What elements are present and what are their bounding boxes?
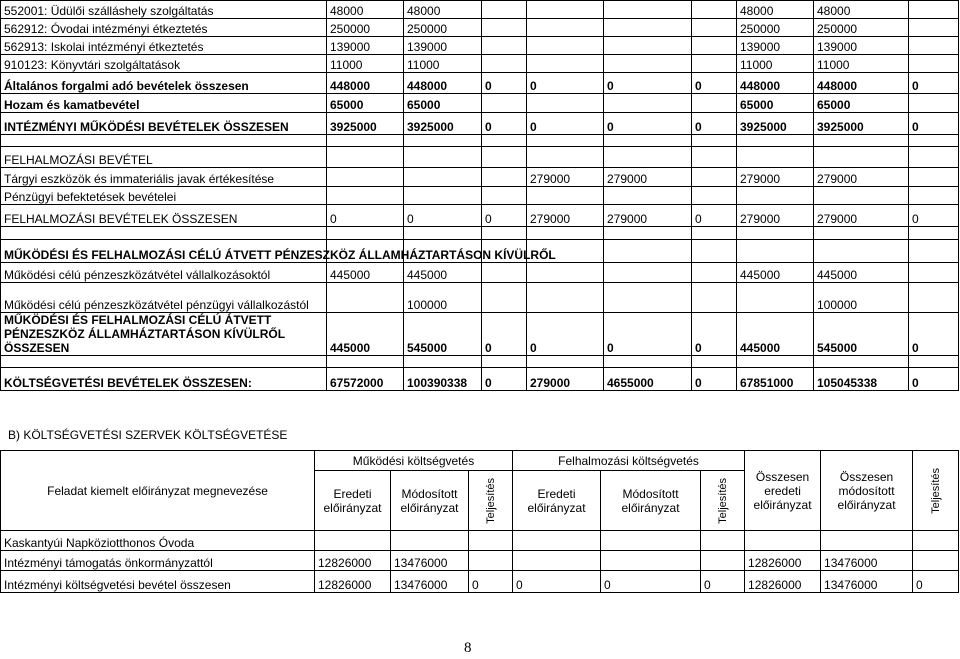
cell-value: 250000 xyxy=(814,19,909,37)
header-felhalmozasi: Felhalmozási költségvetés xyxy=(513,451,745,471)
table-row xyxy=(1,368,959,391)
row-label: Kaskantyúi Napköziotthonos Óvoda xyxy=(1,531,315,551)
cell-value xyxy=(404,356,482,368)
table-row xyxy=(1,73,959,94)
cell-value: 0 xyxy=(527,113,604,135)
cell-value xyxy=(604,147,692,168)
cell-value xyxy=(909,94,959,113)
cell-value: 0 xyxy=(482,205,527,227)
cell-value: 13476000 xyxy=(391,571,469,593)
cell-value: 67851000 xyxy=(737,368,814,391)
table-row xyxy=(1,240,959,263)
cell-value: 100390338 xyxy=(404,368,482,391)
row-label: Intézményi költségvetési bevétel összesen xyxy=(1,571,315,593)
cell-value xyxy=(601,551,701,571)
cell-value xyxy=(692,135,737,147)
cell-value xyxy=(527,147,604,168)
cell-value: 100000 xyxy=(814,283,909,313)
cell-value xyxy=(482,187,527,205)
cell-value xyxy=(909,1,959,19)
cell-value xyxy=(604,37,692,55)
cell-value: 448000 xyxy=(327,73,404,94)
cell-value: 448000 xyxy=(404,73,482,94)
cell-value: 3925000 xyxy=(814,113,909,135)
cell-value: 445000 xyxy=(737,263,814,283)
header-eredeti-1: Eredeti előirányzat xyxy=(315,471,391,531)
cell-value: 545000 xyxy=(404,313,482,356)
row-label: Általános forgalmi adó bevételek összesen xyxy=(1,73,327,94)
cell-value: 0 xyxy=(604,113,692,135)
table-row xyxy=(1,135,959,147)
cell-value: 0 xyxy=(482,313,527,356)
cell-value xyxy=(527,1,604,19)
cell-value xyxy=(513,551,601,571)
cell-value xyxy=(692,187,737,205)
cell-value xyxy=(604,135,692,147)
cell-value xyxy=(469,551,513,571)
cell-value: 4655000 xyxy=(604,368,692,391)
row-label: Működési célú pénzeszközátvétel pénzügyi vállalkozástól xyxy=(1,283,327,313)
cell-value: 3925000 xyxy=(327,113,404,135)
table-row xyxy=(1,205,959,227)
cell-value xyxy=(527,227,604,240)
cell-value: 100000 xyxy=(404,283,482,313)
row-label: Pénzügyi befektetések bevételei xyxy=(1,187,327,205)
cell-value xyxy=(913,531,959,551)
cell-value xyxy=(527,187,604,205)
table-row xyxy=(1,283,959,313)
cell-value: 0 xyxy=(692,368,737,391)
cell-value: 250000 xyxy=(737,19,814,37)
cell-value xyxy=(327,187,404,205)
cell-value: 0 xyxy=(527,73,604,94)
cell-value xyxy=(909,37,959,55)
section-b-title: B) KÖLTSÉGVETÉSI SZERVEK KÖLTSÉGVETÉSE xyxy=(8,428,288,442)
cell-value: 11000 xyxy=(737,55,814,73)
header-teljesites-2: Teljesítés xyxy=(701,471,745,531)
cell-value xyxy=(327,283,404,313)
cell-value xyxy=(604,94,692,113)
cell-value xyxy=(527,19,604,37)
cell-value xyxy=(913,551,959,571)
cell-value: 0 xyxy=(909,113,959,135)
cell-value: 48000 xyxy=(404,1,482,19)
header-teljesites-3: Teljesítés xyxy=(913,451,959,531)
cell-value xyxy=(909,283,959,313)
row-label: FELHALMOZÁSI BEVÉTELEK ÖSSZESEN xyxy=(1,205,327,227)
cell-value xyxy=(404,227,482,240)
cell-value xyxy=(692,283,737,313)
cell-value xyxy=(701,551,745,571)
budget-table xyxy=(0,450,959,593)
cell-value xyxy=(604,55,692,73)
cell-value xyxy=(814,187,909,205)
cell-value: 105045338 xyxy=(814,368,909,391)
cell-value xyxy=(692,227,737,240)
cell-value: 279000 xyxy=(604,168,692,187)
cell-value xyxy=(404,168,482,187)
cell-value xyxy=(604,19,692,37)
cell-value: 0 xyxy=(909,368,959,391)
cell-value: 139000 xyxy=(737,37,814,55)
row-label: Tárgyi eszközök és immateriális javak értékesítése xyxy=(1,168,327,187)
cell-value xyxy=(692,1,737,19)
cell-value xyxy=(327,356,404,368)
row-label xyxy=(1,135,327,147)
cell-value: 11000 xyxy=(404,55,482,73)
table-row xyxy=(1,227,959,240)
cell-value: 0 xyxy=(913,571,959,593)
cell-value xyxy=(527,283,604,313)
table-row xyxy=(1,113,959,135)
table-row xyxy=(1,1,959,19)
cell-value xyxy=(482,55,527,73)
cell-value xyxy=(814,135,909,147)
cell-value xyxy=(814,227,909,240)
cell-value xyxy=(737,356,814,368)
cell-value: 12826000 xyxy=(315,571,391,593)
cell-value: 0 xyxy=(604,313,692,356)
cell-value: 139000 xyxy=(404,37,482,55)
cell-value: 13476000 xyxy=(821,571,913,593)
row-label xyxy=(1,356,327,368)
row-label: 562913: Iskolai intézményi étkeztetés xyxy=(1,37,327,55)
cell-value xyxy=(737,135,814,147)
cell-value xyxy=(482,135,527,147)
cell-value: 0 xyxy=(327,205,404,227)
header-feladat: Feladat kiemelt előirányzat megnevezése xyxy=(1,451,315,531)
cell-value xyxy=(737,283,814,313)
row-label: FELHALMOZÁSI BEVÉTEL xyxy=(1,147,327,168)
cell-value xyxy=(527,263,604,283)
cell-value: 445000 xyxy=(814,263,909,283)
cell-value xyxy=(482,1,527,19)
table-row xyxy=(1,531,959,551)
row-label: 552001: Üdülői szálláshely szolgáltatás xyxy=(1,1,327,19)
cell-value xyxy=(404,147,482,168)
header-eredeti-2: Eredeti előirányzat xyxy=(513,471,601,531)
row-label: MŰKÖDÉSI ÉS FELHALMOZÁSI CÉLÚ ÁTVETT PÉNZESZKÖZ ÁLLAMHÁZTARTÁSON KÍVÜLRŐL xyxy=(1,240,327,263)
cell-value: 11000 xyxy=(814,55,909,73)
cell-value: 0 xyxy=(527,313,604,356)
page-number: 8 xyxy=(464,640,472,656)
cell-value: 0 xyxy=(701,571,745,593)
cell-value: 0 xyxy=(692,113,737,135)
cell-value xyxy=(482,147,527,168)
cell-value xyxy=(527,94,604,113)
cell-value: 0 xyxy=(692,313,737,356)
cell-value xyxy=(814,240,909,263)
cell-value: 65000 xyxy=(327,94,404,113)
cell-value: 48000 xyxy=(737,1,814,19)
cell-value xyxy=(604,240,692,263)
cell-value: 445000 xyxy=(327,263,404,283)
table-row xyxy=(1,94,959,113)
cell-value: 48000 xyxy=(327,1,404,19)
cell-value xyxy=(737,147,814,168)
cell-value xyxy=(737,240,814,263)
cell-value xyxy=(692,94,737,113)
cell-value: 279000 xyxy=(527,368,604,391)
cell-value: 65000 xyxy=(404,94,482,113)
cell-value xyxy=(391,531,469,551)
cell-value: 48000 xyxy=(814,1,909,19)
cell-value: 445000 xyxy=(737,313,814,356)
cell-value xyxy=(909,263,959,283)
cell-value: 279000 xyxy=(737,205,814,227)
table-row xyxy=(1,263,959,283)
row-label: 910123: Könyvtári szolgáltatások xyxy=(1,55,327,73)
cell-value xyxy=(604,263,692,283)
cell-value: 250000 xyxy=(404,19,482,37)
cell-value: 0 xyxy=(909,73,959,94)
cell-value xyxy=(692,55,737,73)
cell-value xyxy=(604,1,692,19)
cell-value xyxy=(745,531,821,551)
cell-value: 448000 xyxy=(737,73,814,94)
cell-value: 12826000 xyxy=(745,571,821,593)
header-mukodesi: Működési költségvetés xyxy=(315,451,513,471)
table-row xyxy=(1,19,959,37)
cell-value xyxy=(604,227,692,240)
cell-value xyxy=(404,187,482,205)
cell-value xyxy=(527,356,604,368)
cell-value xyxy=(909,187,959,205)
cell-value: 279000 xyxy=(527,168,604,187)
cell-value xyxy=(692,37,737,55)
cell-value: 545000 xyxy=(814,313,909,356)
cell-value xyxy=(909,240,959,263)
table-row xyxy=(1,551,959,571)
cell-value: 448000 xyxy=(814,73,909,94)
cell-value xyxy=(527,37,604,55)
cell-value xyxy=(315,531,391,551)
table-row xyxy=(1,187,959,205)
header-osszesen-modositott: Összesen módosított előirányzat xyxy=(821,451,913,531)
cell-value xyxy=(701,531,745,551)
row-label: INTÉZMÉNYI MŰKÖDÉSI BEVÉTELEK ÖSSZESEN xyxy=(1,113,327,135)
cell-value: 13476000 xyxy=(821,551,913,571)
cell-value: 139000 xyxy=(814,37,909,55)
cell-value: 0 xyxy=(482,73,527,94)
cell-value xyxy=(482,19,527,37)
cell-value xyxy=(482,94,527,113)
cell-value: 65000 xyxy=(814,94,909,113)
cell-value xyxy=(604,356,692,368)
cell-value: 0 xyxy=(692,73,737,94)
cell-value: 279000 xyxy=(604,205,692,227)
cell-value xyxy=(909,227,959,240)
header-modositott-1: Módosított előirányzat xyxy=(391,471,469,531)
cell-value xyxy=(737,227,814,240)
cell-value: 445000 xyxy=(404,263,482,283)
header-osszesen-eredeti: Összesen eredeti előirányzat xyxy=(745,451,821,531)
cell-value xyxy=(821,531,913,551)
header-teljesites-1: Teljesítés xyxy=(469,471,513,531)
cell-value xyxy=(327,227,404,240)
row-label: Intézményi támogatás önkormányzattól xyxy=(1,551,315,571)
cell-value xyxy=(909,356,959,368)
cell-value: 0 xyxy=(482,368,527,391)
table-row xyxy=(1,356,959,368)
cell-value xyxy=(692,240,737,263)
cell-value xyxy=(692,356,737,368)
cell-value xyxy=(909,55,959,73)
cell-value xyxy=(482,37,527,55)
cell-value: 279000 xyxy=(527,205,604,227)
cell-value: 0 xyxy=(482,113,527,135)
table-row xyxy=(1,147,959,168)
cell-value: 279000 xyxy=(737,168,814,187)
cell-value: 11000 xyxy=(327,55,404,73)
row-label: Működési célú pénzeszközátvétel vállalkozásoktól xyxy=(1,263,327,283)
cell-value xyxy=(814,147,909,168)
cell-value xyxy=(604,283,692,313)
cell-value: 250000 xyxy=(327,19,404,37)
cell-value xyxy=(814,356,909,368)
cell-value xyxy=(482,263,527,283)
cell-value xyxy=(482,283,527,313)
cell-value xyxy=(482,227,527,240)
cell-value: 0 xyxy=(601,571,701,593)
table-row xyxy=(1,571,959,593)
cell-value xyxy=(692,147,737,168)
cell-value xyxy=(327,168,404,187)
cell-value: 279000 xyxy=(814,168,909,187)
cell-value: 0 xyxy=(909,313,959,356)
row-label: KÖLTSÉGVETÉSI BEVÉTELEK ÖSSZESEN: xyxy=(1,368,327,391)
cell-value xyxy=(692,19,737,37)
cell-value: 3925000 xyxy=(737,113,814,135)
cell-value xyxy=(909,135,959,147)
cell-value: 279000 xyxy=(814,205,909,227)
cell-value: 0 xyxy=(692,205,737,227)
row-label: 562912: Óvodai intézményi étkeztetés xyxy=(1,19,327,37)
cell-value xyxy=(909,19,959,37)
table-row xyxy=(1,37,959,55)
cell-value: 0 xyxy=(513,571,601,593)
cell-value xyxy=(692,263,737,283)
table-row xyxy=(1,168,959,187)
cell-value: 3925000 xyxy=(404,113,482,135)
cell-value: 445000 xyxy=(327,313,404,356)
cell-value xyxy=(527,135,604,147)
cell-value: 12826000 xyxy=(745,551,821,571)
cell-value xyxy=(737,187,814,205)
cell-value xyxy=(909,168,959,187)
header-modositott-2: Módosított előirányzat xyxy=(601,471,701,531)
cell-value: 0 xyxy=(604,73,692,94)
table-row xyxy=(1,313,959,356)
cell-value xyxy=(692,168,737,187)
cell-value xyxy=(909,147,959,168)
cell-value xyxy=(513,531,601,551)
row-label: MŰKÖDÉSI ÉS FELHALMOZÁSI CÉLÚ ÁTVETT PÉNZESZKÖZ ÁLLAMHÁZTARTÁSON KÍVÜLRŐL ÖSSZESEN xyxy=(1,313,327,356)
cell-value xyxy=(601,531,701,551)
cell-value: 13476000 xyxy=(391,551,469,571)
row-label xyxy=(1,227,327,240)
cell-value: 139000 xyxy=(327,37,404,55)
cell-value xyxy=(469,531,513,551)
cell-value xyxy=(327,135,404,147)
cell-value: 0 xyxy=(909,205,959,227)
table-row xyxy=(1,55,959,73)
cell-value: 65000 xyxy=(737,94,814,113)
cell-value: 67572000 xyxy=(327,368,404,391)
cell-value xyxy=(404,135,482,147)
cell-value xyxy=(327,147,404,168)
cell-value xyxy=(604,187,692,205)
cell-value xyxy=(482,356,527,368)
cell-value: 0 xyxy=(469,571,513,593)
cell-value xyxy=(527,55,604,73)
cell-value xyxy=(482,168,527,187)
row-label: Hozam és kamatbevétel xyxy=(1,94,327,113)
cell-value: 12826000 xyxy=(315,551,391,571)
cell-value: 0 xyxy=(404,205,482,227)
